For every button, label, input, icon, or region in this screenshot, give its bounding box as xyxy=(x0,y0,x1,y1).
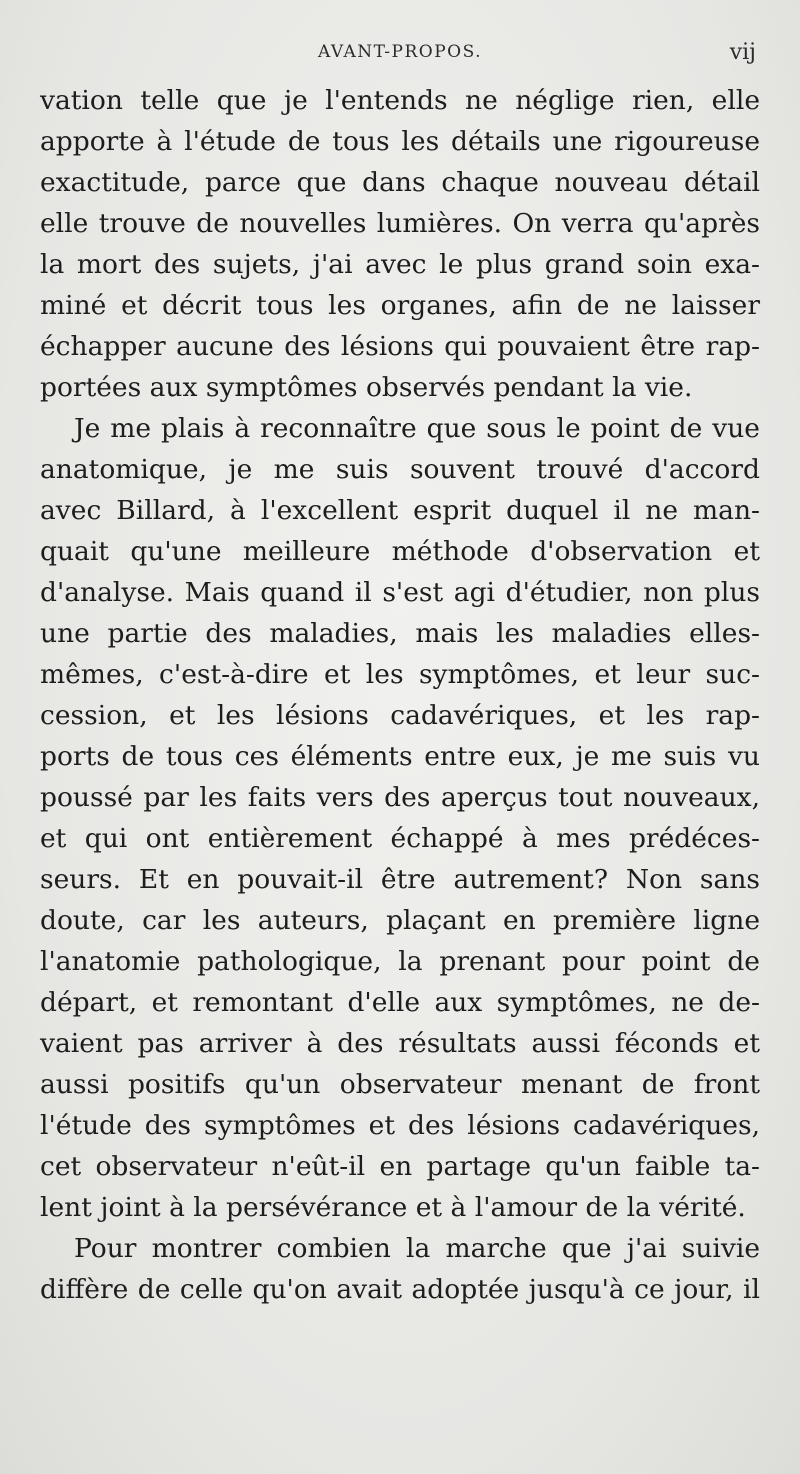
text-line: cession, et les lésions cadavériques, et les rap- xyxy=(40,700,760,731)
text-line: départ, et remontant d'elle aux symptômes, ne de- xyxy=(40,987,760,1018)
text-line: elle trouve de nouvelles lumières. On verra qu'après xyxy=(40,208,760,239)
text-line: poussé par les faits vers des aperçus tout nouveaux, xyxy=(40,782,760,813)
text-line: miné et décrit tous les organes, afin de ne laisser xyxy=(40,290,760,321)
text-line: l'étude des symptômes et des lésions cadavériques, xyxy=(40,1110,760,1141)
running-title: AVANT-PROPOS. xyxy=(317,42,483,62)
text-line: anatomique, je me suis souvent trouvé d'accord xyxy=(40,454,760,485)
text-line: une partie des maladies, mais les maladies elles- xyxy=(40,618,760,649)
text-line: diffère de celle qu'on avait adoptée jusqu'à ce jour, il xyxy=(40,1274,760,1305)
running-head xyxy=(40,42,760,72)
text-line: apporte à l'étude de tous les détails une rigoureuse xyxy=(40,126,760,157)
text-line: et qui ont entièrement échappé à mes prédéces- xyxy=(40,823,760,854)
text-line: seurs. Et en pouvait-il être autrement? Non sans xyxy=(40,864,760,895)
text-line: Je me plais à reconnaître que sous le point de vue xyxy=(74,413,760,444)
text-line: d'analyse. Mais quand il s'est agi d'étudier, non plus xyxy=(40,577,760,608)
text-line: lent joint à la persévérance et à l'amour de la vérité. xyxy=(40,1192,746,1223)
text-line: portées aux symptômes observés pendant la vie. xyxy=(40,372,693,403)
text-line: doute, car les auteurs, plaçant en première ligne xyxy=(40,905,760,936)
text-line: échapper aucune des lésions qui pouvaient être rap- xyxy=(40,331,760,362)
text-line: l'anatomie pathologique, la prenant pour point de xyxy=(40,946,760,977)
body-text xyxy=(40,80,760,1310)
text-line: vation telle que je l'entends ne néglige rien, elle xyxy=(40,85,760,116)
text-line: exactitude, parce que dans chaque nouveau détail xyxy=(40,167,760,198)
text-line: ports de tous ces éléments entre eux, je me suis vu xyxy=(40,741,760,772)
text-line: avec Billard, à l'excellent esprit duquel il ne man- xyxy=(40,495,760,526)
text-line: Pour montrer combien la marche que j'ai suivie xyxy=(74,1233,760,1264)
text-line: vaient pas arriver à des résultats aussi féconds et xyxy=(40,1028,760,1059)
text-line: aussi positifs qu'un observateur menant de front xyxy=(40,1069,760,1100)
text-line: cet observateur n'eût-il en partage qu'un faible ta- xyxy=(40,1151,760,1182)
page-number: vij xyxy=(729,40,756,65)
text-line: mêmes, c'est-à-dire et les symptômes, et leur suc- xyxy=(40,659,760,690)
text-line: la mort des sujets, j'ai avec le plus grand soin exa- xyxy=(40,249,760,280)
text-line: quait qu'une meilleure méthode d'observation et xyxy=(40,536,760,567)
